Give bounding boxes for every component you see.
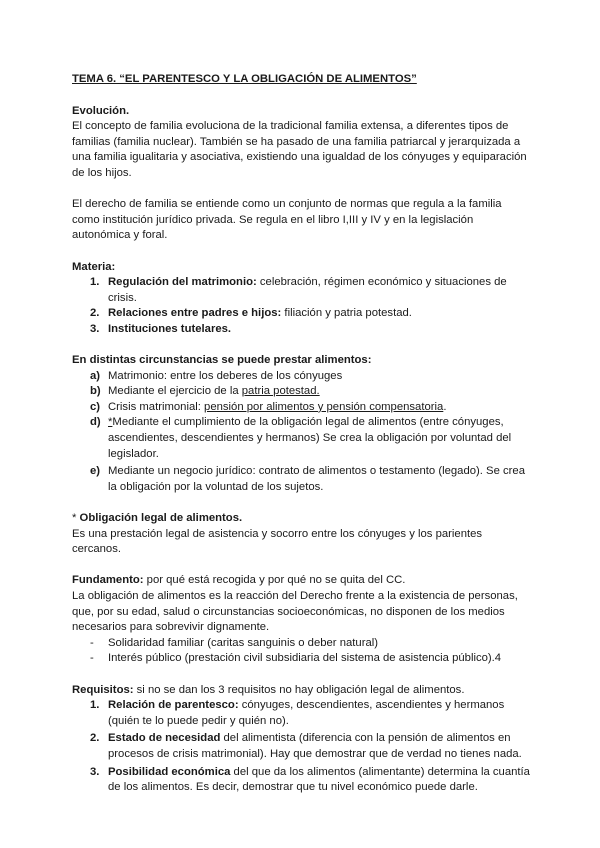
fundamento-line: Fundamento: por qué está recogida y por qué no se quita del CC. — [72, 574, 406, 587]
list-item: d) *Mediante el cumplimiento de la obligación legal de alimentos (entre cónyuges, ascendientes, descendientes y hermanos) Se crea la obligación por voluntad del legislador. — [90, 416, 512, 460]
requisitos-line: Requisitos: si no se dan los 3 requisitos no hay obligación legal de alimentos. — [72, 683, 465, 696]
evolucion-heading: Evolución. — [72, 104, 130, 117]
list-item: - Solidaridad familiar (caritas sanguinis o deber natural) — [90, 636, 379, 649]
obligacion-heading: * Obligación legal de alimentos. — [72, 512, 243, 525]
evolucion-paragraph-1: El concepto de familia evoluciona de la tradicional familia extensa, a diferentes tipos de familias (familia nuclear). También se ha pasado de una familia patriarcal y jerarquizada a una familia igualitaria y asociativa, existiendo una igualdad de los cónyuges y equiparación de los hijos. — [72, 120, 527, 179]
list-item: 3. Posibilidad económica del que da los alimentos (alimentante) determina la cuantía de los alimentos. Es decir, demostrar que tu nivel económico puede darle. — [90, 765, 530, 794]
list-item: a) Matrimonio: entre los deberes de los cónyuges — [90, 369, 343, 382]
list-item: 3. Instituciones tutelares. — [90, 322, 232, 335]
list-item: 1. Regulación del matrimonio: celebración, régimen económico y situaciones de crisis. — [90, 276, 507, 304]
list-item: c) Crisis matrimonial: pensión por alimentos y pensión compensatoria. — [90, 400, 447, 413]
materia-list — [72, 275, 532, 337]
requisitos-list — [72, 698, 532, 796]
materia-heading: Materia: — [72, 260, 116, 273]
obligacion-text: Es una prestación legal de asistencia y socorro entre los cónyuges y los parientes cercanos. — [72, 527, 483, 556]
list-item: 1. Relación de parentesco: cónyuges, descendientes, ascendientes y hermanos (quién te lo puede pedir y quién no). — [90, 699, 505, 727]
list-item: b) Mediante el ejercicio de la patria potestad. — [90, 385, 320, 398]
circunstancias-list — [72, 369, 532, 496]
document-title: TEMA 6. “EL PARENTESCO Y LA OBLIGACIÓN DE ALIMENTOS” — [72, 73, 417, 85]
evolucion-paragraph-2: El derecho de familia se entiende como un conjunto de normas que regula a la familia como institución jurídico privada. Se regula en el libro I,III y IV y en la legislación autonómica y foral. — [72, 198, 502, 242]
circunstancias-heading: En distintas circunstancias se puede prestar alimentos: — [72, 354, 372, 367]
list-item: - Interés público (prestación civil subsidiaria del sistema de asistencia público).4 — [90, 652, 502, 665]
list-item: e) Mediante un negocio jurídico: contrato de alimentos o testamento (legado). Se crea la obligación por la voluntad de los sujetos. — [90, 465, 525, 493]
fundamento-list — [72, 636, 532, 667]
list-item: 2. Relaciones entre padres e hijos: filiación y patria potestad. — [90, 307, 412, 320]
fundamento-paragraph: La obligación de alimentos es la reacción del Derecho frente a la existencia de personas, que, por su edad, salud o circunstancias socioeconómicas, no disponen de los medios necesarios para sobrevivir dignamente. — [72, 590, 518, 634]
list-item: 2. Estado de necesidad del alimentista (diferencia con la pensión de alimentos en procesos de crisis matrimonial). Hay que demostrar que de verdad no tienes nada. — [90, 732, 522, 760]
document-page — [72, 72, 532, 796]
